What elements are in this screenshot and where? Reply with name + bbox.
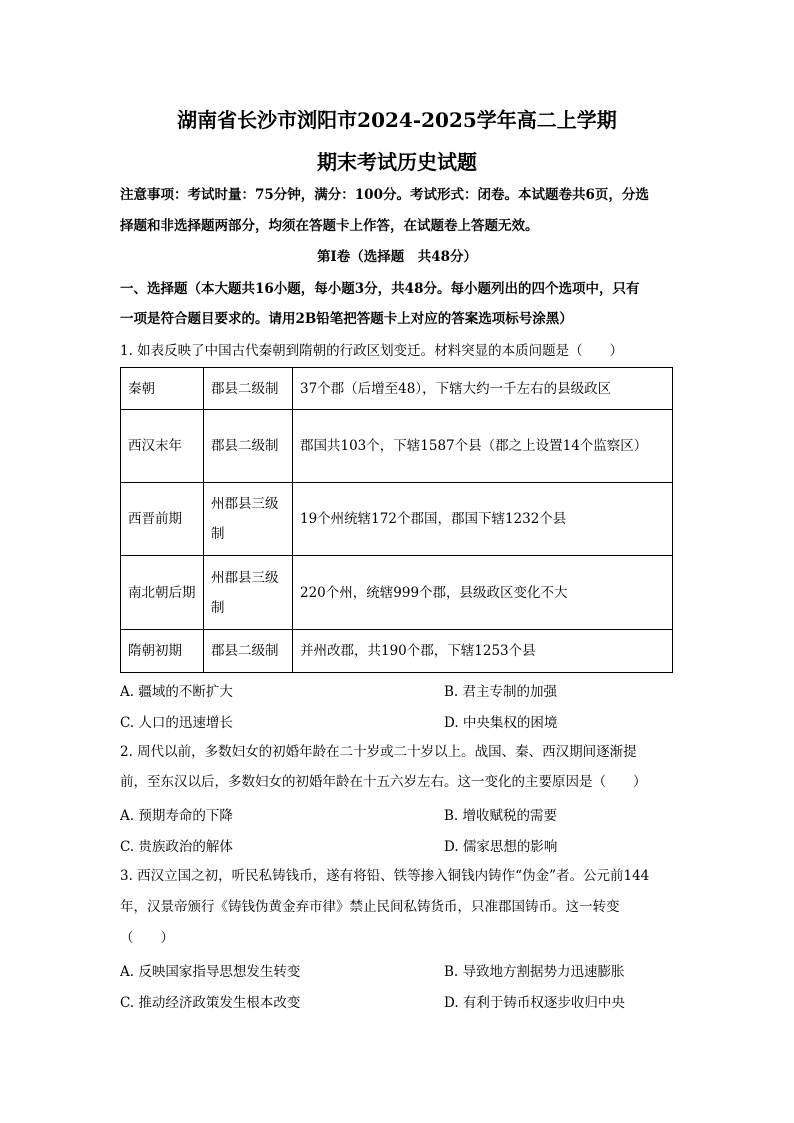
question-3-option-d: D. 有利于铸币权逐步收归中央 — [444, 995, 625, 1011]
table-cell: 37个郡（后增至48），下辖大约一千左右的县级政区 — [293, 368, 673, 410]
question-3-option-c: C. 推动经济政策发生根本改变 — [120, 995, 301, 1011]
question-1-option-c: C. 人口的迅速增长 — [120, 715, 233, 731]
table-row — [121, 630, 673, 673]
table-cell: 并州改郡，共190个郡，下辖1253个县 — [293, 630, 673, 673]
question-2-stem-line-1: 2. 周代以前，多数妇女的初婚年龄在二十岁或二十岁以上。战国、秦、西汉期间逐渐提 — [120, 744, 637, 760]
page-subtitle: 期末考试历史试题 — [317, 150, 477, 174]
table-cell: 州郡县三级制 — [204, 556, 293, 630]
table-cell: 郡国共103个，下辖1587个县（郡之上设置14个监察区） — [293, 410, 673, 483]
question-3-stem-line-2: 年，汉景帝颁行《铸钱伪黄金弃市律》禁止民间私铸货币，只准郡国铸币。这一转变 — [120, 899, 620, 915]
question-1-option-b: B. 君主专制的加强 — [444, 684, 558, 700]
table-row — [121, 410, 673, 483]
instructions-line-2: 一项是符合题目要求的。请用2B铅笔把答题卡上对应的答案选项标号涂黑） — [120, 311, 573, 327]
table-row — [121, 368, 673, 410]
table-cell: 220个州，统辖999个郡，县级政区变化不大 — [293, 556, 673, 630]
page-title: 湖南省长沙市浏阳市2024-2025学年高二上学期 — [177, 108, 617, 132]
table-cell: 西晋前期 — [121, 483, 204, 556]
table-row — [121, 556, 673, 630]
question-2-stem-line-2: 前，至东汉以后，多数妇女的初婚年龄在十五六岁左右。这一变化的主要原因是（ ） — [120, 774, 647, 790]
section-title: 第Ⅰ卷（选择题 共48分） — [316, 249, 478, 265]
question-1-table — [120, 367, 673, 673]
instructions-line-1: 一、选择题（本大题共16小题，每小题3分，共48分。每小题列出的四个选项中，只有 — [120, 281, 640, 297]
table-cell: 州郡县三级制 — [204, 483, 293, 556]
question-1-stem: 1. 如表反映了中国古代秦朝到隋朝的行政区划变迁。材料突显的本质问题是（ ） — [120, 343, 624, 359]
table-cell: 南北朝后期 — [121, 556, 204, 630]
question-3-stem-line-3: （ ） — [120, 930, 174, 946]
table-cell: 郡县二级制 — [204, 368, 293, 410]
question-3-stem-line-1: 3. 西汉立国之初，听民私铸钱币，遂有将铅、铁等掺入铜钱内铸作“伪金”者。公元前144 — [120, 868, 650, 884]
table-cell: 19个州统辖172个郡国，郡国下辖1232个县 — [293, 483, 673, 556]
question-2-option-a: A. 预期寿命的下降 — [120, 808, 233, 824]
question-2-option-b: B. 增收赋税的需要 — [444, 808, 558, 824]
question-1-option-d: D. 中央集权的困境 — [444, 715, 558, 731]
notice-line-2: 择题和非选择题两部分，均须在答题卡上作答，在试题卷上答题无效。 — [120, 218, 539, 234]
notice-line-1: 注意事项：考试时量：75分钟，满分：100分。考试形式：闭卷。本试题卷共6页，分选 — [120, 187, 649, 203]
table-cell: 隋朝初期 — [121, 630, 204, 673]
table-cell: 秦朝 — [121, 368, 204, 410]
table-cell: 西汉末年 — [121, 410, 204, 483]
table-cell: 郡县二级制 — [204, 630, 293, 673]
question-2-option-c: C. 贵族政治的解体 — [120, 839, 233, 855]
question-2-option-d: D. 儒家思想的影响 — [444, 839, 558, 855]
question-3-option-b: B. 导致地方割据势力迅速膨胀 — [444, 964, 625, 980]
question-3-option-a: A. 反映国家指导思想发生转变 — [120, 964, 301, 980]
question-1-option-a: A. 疆域的不断扩大 — [120, 684, 233, 700]
table-row — [121, 483, 673, 556]
table-cell: 郡县二级制 — [204, 410, 293, 483]
